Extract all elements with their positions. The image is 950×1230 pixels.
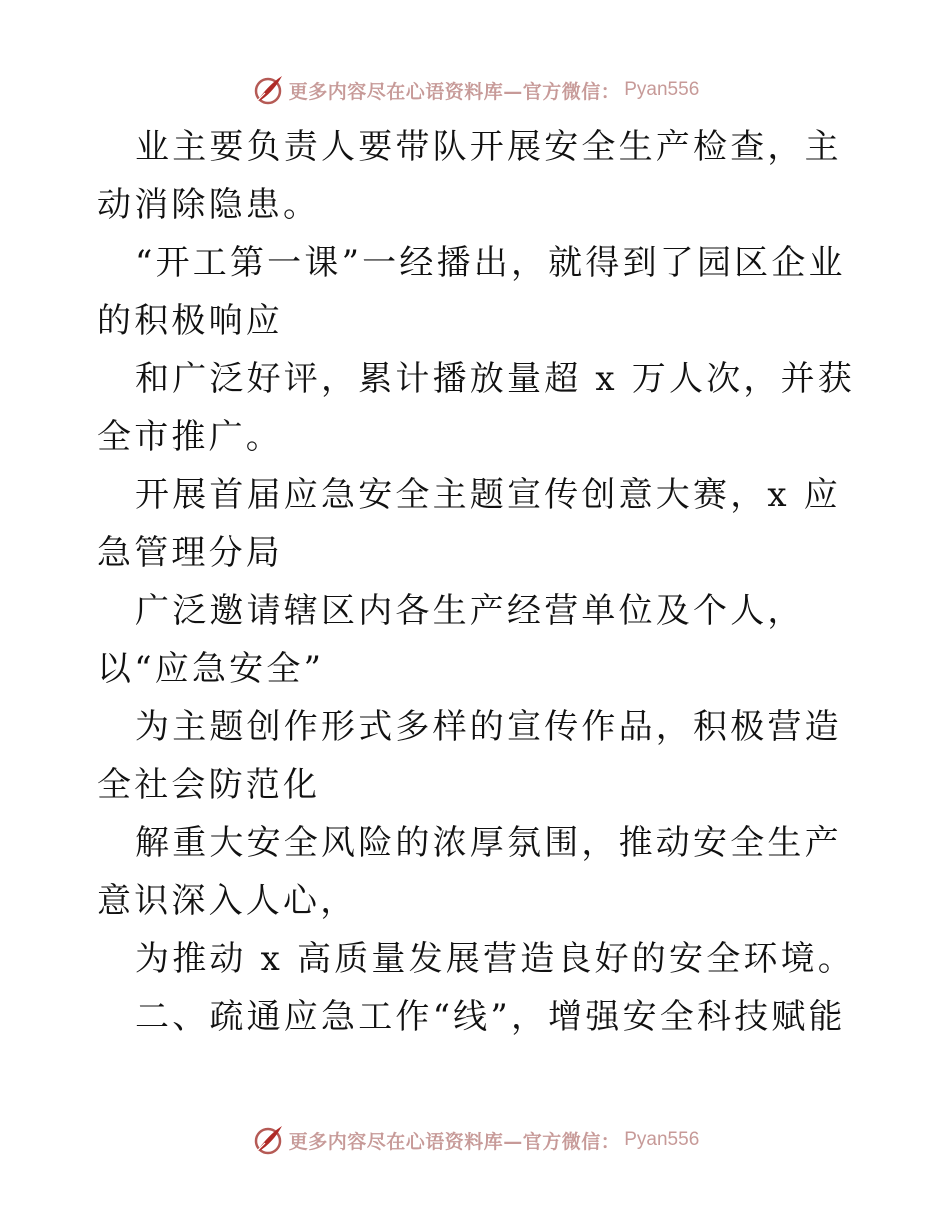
paragraph: “开工第一课”一经播出，就得到了园区企业的积极响应 xyxy=(97,243,846,341)
watermark-wechat-id: Pyan556 xyxy=(624,1129,700,1150)
paragraph: 解重大安全风险的浓厚氛围，推动安全生产意识深入人心， xyxy=(97,823,842,921)
watermark-text: 更多内容尽在心语资料库—官方微信： xyxy=(288,80,621,103)
paragraph: 为主题创作形式多样的宣传作品，积极营造全社会防范化 xyxy=(97,707,842,805)
paragraph: 为推动 x 高质量发展营造良好的安全环境。 xyxy=(135,939,855,979)
paragraph: 和广泛好评，累计播放量超 x 万人次，并获全市推广。 xyxy=(97,359,855,457)
paragraph: 业主要负责人要带队开展安全生产检查，主动消除隐患。 xyxy=(97,127,842,225)
paragraph: 开展首届应急安全主题宣传创意大赛，x 应急管理分局 xyxy=(97,475,841,573)
watermark-text: 更多内容尽在心语资料库—官方微信： xyxy=(288,1130,621,1153)
watermark-wechat-id: Pyan556 xyxy=(624,79,700,100)
document-body xyxy=(97,118,857,1046)
footer-watermark xyxy=(0,1120,950,1160)
header-watermark xyxy=(0,70,950,110)
feather-pen-icon xyxy=(251,1123,285,1157)
feather-pen-icon xyxy=(251,73,285,107)
section-heading: 二、疏通应急工作“线”，增强安全科技赋能 xyxy=(135,997,846,1037)
paragraph: 广泛邀请辖区内各生产经营单位及个人，以“应急安全” xyxy=(97,591,805,689)
